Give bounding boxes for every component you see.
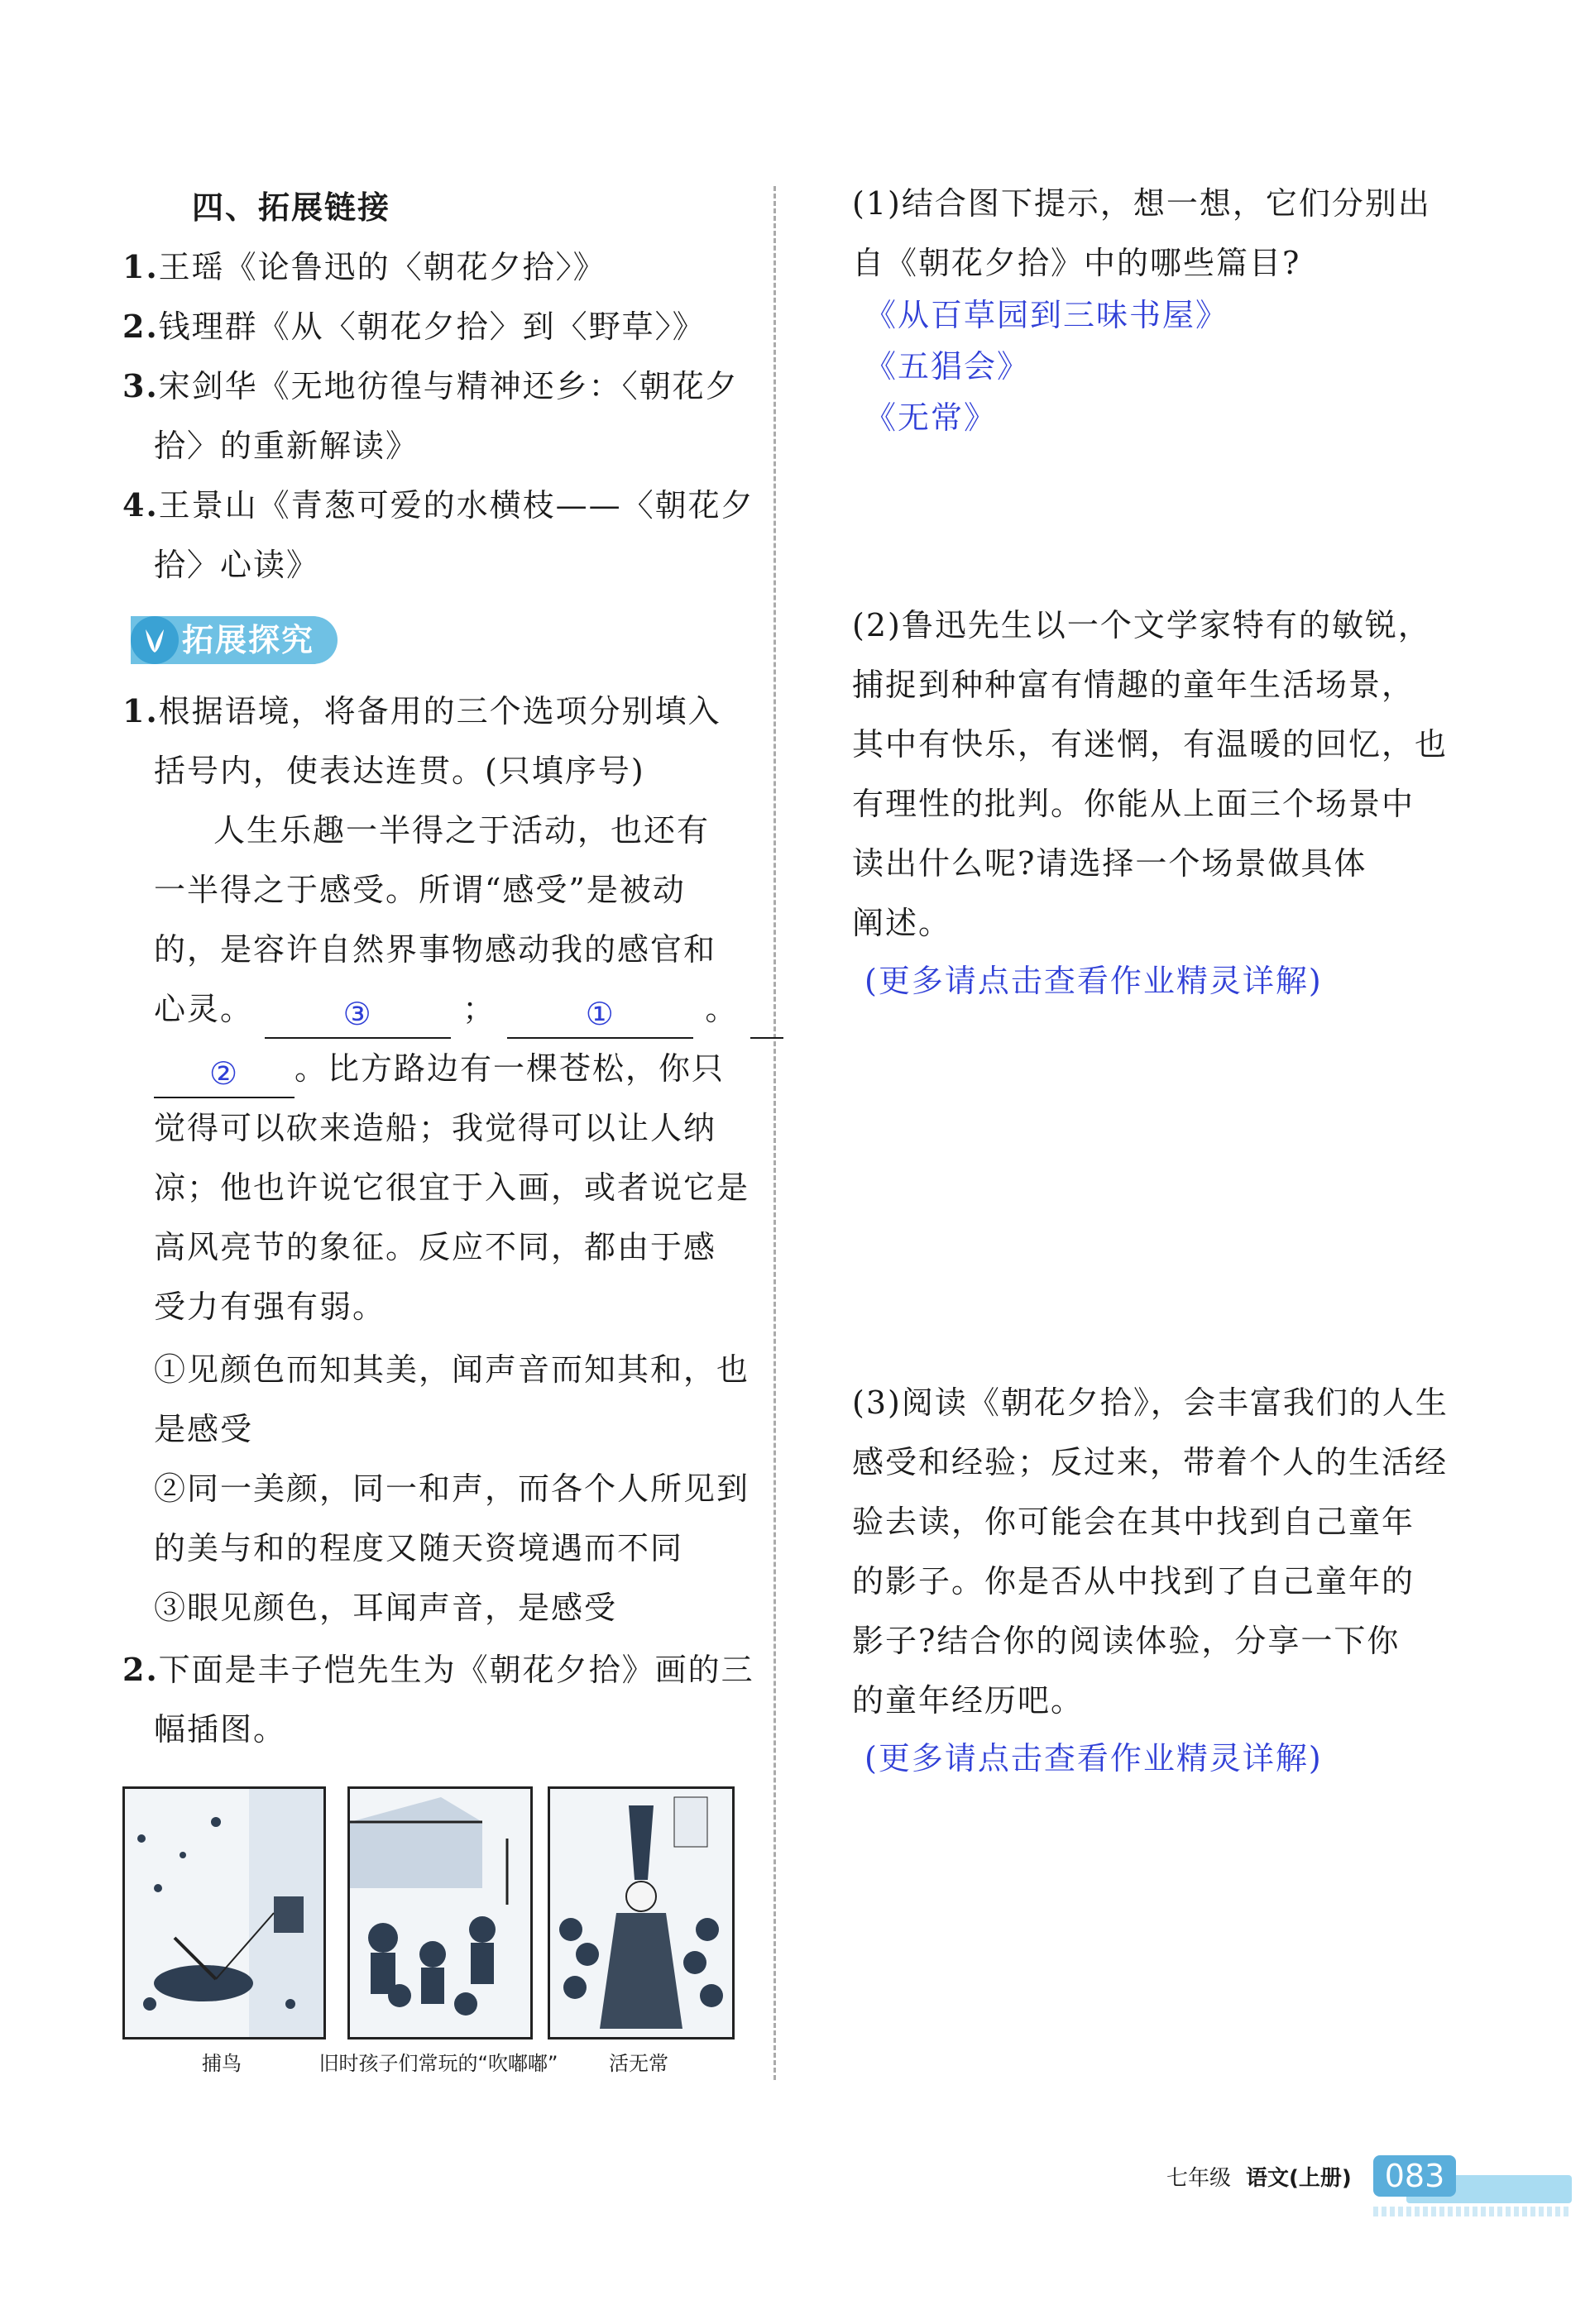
- footer-grade: 七年级: [1166, 2166, 1232, 2191]
- option-line: ①见颜色而知其美，闻声音而知其和，也: [154, 1351, 750, 1388]
- passage-text: ；: [462, 991, 496, 1027]
- caption-1: 捕鸟: [202, 2052, 242, 2075]
- answer-line: 《从百草园到三味书屋》: [864, 297, 1229, 333]
- sub3-line: (3)阅读《朝花夕拾》，会丰富我们的人生: [852, 1384, 1449, 1421]
- answer-blank-1[interactable]: ③: [265, 991, 451, 1039]
- link-num: 2.: [122, 308, 159, 345]
- more-details-link-2[interactable]: (更多请点击查看作业精灵详解): [864, 963, 1323, 999]
- sub2-line: 捕捉到种种富有情趣的童年生活场景，: [852, 667, 1415, 703]
- sub2-line: (2)鲁迅先生以一个文学家特有的敏锐，: [852, 607, 1431, 643]
- passage-line: 一半得之于感受。所谓“感受”是被动: [154, 872, 686, 908]
- passage-text: 心灵。: [154, 991, 254, 1027]
- more-details-link-3[interactable]: (更多请点击查看作业精灵详解): [864, 1740, 1323, 1776]
- illustration-living-wuchang: [548, 1786, 735, 2039]
- sub2-line: 阐述。: [852, 905, 952, 941]
- option-line: ③眼见颜色，耳闻声音，是感受: [154, 1590, 618, 1626]
- illustration-children-playing: [347, 1786, 533, 2039]
- q2-text: 下面是丰子恺先生为《朝花夕拾》画的三: [158, 1652, 754, 1688]
- sub3-line: 的童年经历吧。: [852, 1682, 1085, 1719]
- passage-text: 。: [705, 991, 739, 1027]
- passage-line: 凉；他也许说它很宜于入画，或者说它是: [154, 1169, 750, 1206]
- sub1-line: 自《朝花夕拾》中的哪些篇目?: [852, 245, 1301, 281]
- link-item-4: [122, 476, 754, 535]
- leaf-icon: [131, 616, 179, 664]
- sub2-line: 有理性的批判。你能从上面三个场景中: [852, 786, 1415, 822]
- column-divider: [773, 186, 776, 2080]
- sub2-line: 其中有快乐，有迷惘，有温暖的回忆，也: [852, 726, 1449, 763]
- q1-num: 1.: [122, 692, 159, 729]
- link-text: 钱理群《从〈朝花夕拾〉到〈野草〉》: [158, 308, 706, 345]
- section-title: 四、拓展链接: [192, 189, 391, 226]
- link-item-3-cont: 拾〉的重新解读》: [154, 428, 419, 464]
- answer-blank-3-start: [750, 1037, 783, 1039]
- sub1-line: (1)结合图下提示，想一想，它们分别出: [852, 185, 1431, 222]
- q1-line2: 括号内，使表达连贯。(只填序号): [154, 753, 645, 789]
- passage-line: 人生乐趣一半得之于活动，也还有: [213, 812, 711, 849]
- link-item-1: [122, 237, 606, 297]
- answer-blank-2[interactable]: ①: [507, 991, 693, 1039]
- q2-line1: [122, 1640, 754, 1700]
- link-num: 3.: [122, 367, 159, 404]
- answer-line: 《无常》: [864, 399, 998, 436]
- q2-num: 2.: [122, 1651, 159, 1688]
- link-text: 宋剑华《无地彷徨与精神还乡：〈朝花夕: [158, 368, 739, 404]
- footer-subject: 语文(上册): [1246, 2166, 1352, 2191]
- passage-text: 。比方路边有一棵苍松，你只: [295, 1050, 726, 1087]
- sub3-line: 验去读，你可能会在其中找到自己童年: [852, 1504, 1415, 1540]
- q1-text: 根据语境，将备用的三个选项分别填入: [158, 693, 721, 729]
- caption-2: 旧时孩子们常玩的“吹嘟嘟”: [318, 2052, 558, 2075]
- option-line: 是感受: [154, 1411, 254, 1447]
- link-item-2: [122, 297, 706, 356]
- illustration-catching-birds: [122, 1786, 326, 2039]
- sub3-line: 的影子。你是否从中找到了自己童年的: [852, 1563, 1415, 1600]
- option-line: 的美与和的程度又随天资境遇而不同: [154, 1530, 684, 1566]
- link-num: 1.: [122, 248, 159, 285]
- q2-line2: 幅插图。: [154, 1711, 287, 1748]
- q1-line1: [122, 681, 721, 741]
- footer-stripes: [1373, 2207, 1572, 2216]
- link-text: 王景山《青葱可爱的水横枝——〈朝花夕: [158, 487, 754, 524]
- passage-line: 高风亮节的象征。反应不同，都由于感: [154, 1229, 717, 1265]
- caption-3: 活无常: [609, 2052, 668, 2075]
- link-num: 4.: [122, 486, 159, 524]
- sub3-line: 影子?结合你的阅读体验，分享一下你: [852, 1623, 1401, 1659]
- passage-line: 受力有强有弱。: [154, 1289, 386, 1325]
- passage-line: 觉得可以砍来造船；我觉得可以让人纳: [154, 1110, 717, 1146]
- answer-line: 《五猖会》: [864, 348, 1031, 385]
- badge-label: 拓展探究: [182, 622, 315, 658]
- passage-line: 的，是容许自然界事物感动我的感官和: [154, 931, 717, 968]
- passage-line-blanks: [154, 979, 783, 1039]
- link-item-3: [122, 356, 739, 416]
- page-number: 083: [1373, 2155, 1456, 2197]
- option-line: ②同一美颜，同一和声，而各个人所见到: [154, 1470, 750, 1507]
- link-item-4-cont: 拾〉心读》: [154, 547, 320, 583]
- sub3-line: 感受和经验；反过来，带着个人的生活经: [852, 1444, 1449, 1480]
- passage-line-blank3: [154, 1039, 725, 1098]
- footer-label: [1166, 2160, 1352, 2197]
- link-text: 王瑶《论鲁迅的〈朝花夕拾〉》: [158, 249, 606, 285]
- sub2-line: 读出什么呢?请选择一个场景做具体: [852, 845, 1367, 882]
- answer-blank-3[interactable]: ②: [154, 1050, 295, 1098]
